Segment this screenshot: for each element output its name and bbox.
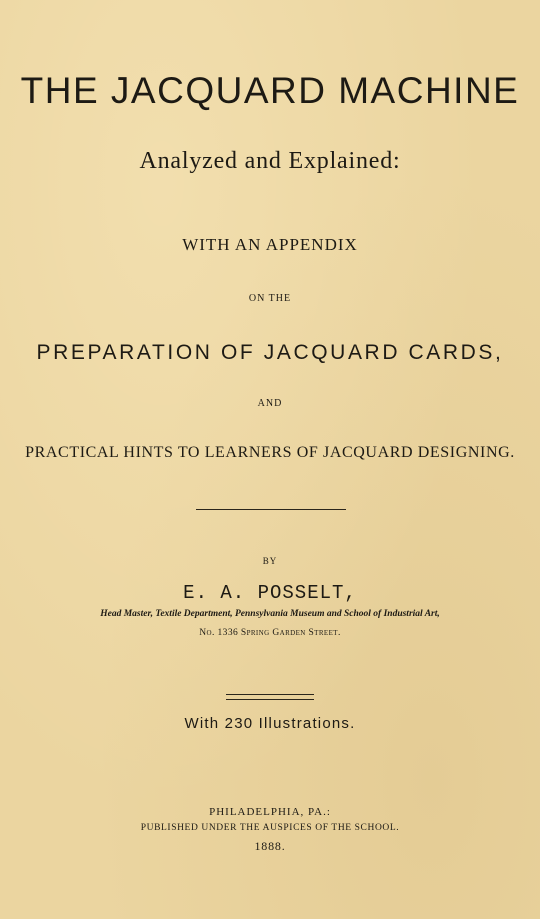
hints-line: PRACTICAL HINTS TO LEARNERS OF JACQUARD DESIGNING. — [25, 444, 515, 461]
divider-rule — [196, 509, 346, 510]
double-rule-bottom — [226, 699, 314, 700]
preparation-line: PREPARATION OF JACQUARD CARDS, — [36, 341, 504, 364]
illustrations-note: With 230 Illustrations. — [184, 715, 356, 732]
double-rule-top — [226, 694, 314, 695]
on-the-line: ON THE — [248, 293, 292, 304]
author-address: No. 1336 Spring Garden Street. — [199, 628, 341, 638]
book-title: THE JACQUARD MACHINE — [20, 70, 520, 111]
book-subtitle: Analyzed and Explained: — [139, 148, 401, 174]
author-affiliation: Head Master, Textile Department, Pennsylvania Museum and School of Industrial Art, — [100, 609, 440, 619]
author-name: E. A. POSSELT, — [183, 582, 357, 604]
appendix-line: WITH AN APPENDIX — [182, 235, 358, 254]
publisher-line: PUBLISHED UNDER THE AUSPICES OF THE SCHOOL. — [140, 823, 400, 833]
by-line: BY — [262, 556, 278, 566]
publication-year: 1888. — [254, 839, 286, 853]
and-line: AND — [257, 398, 283, 409]
publication-city: PHILADELPHIA, PA.: — [209, 806, 331, 818]
